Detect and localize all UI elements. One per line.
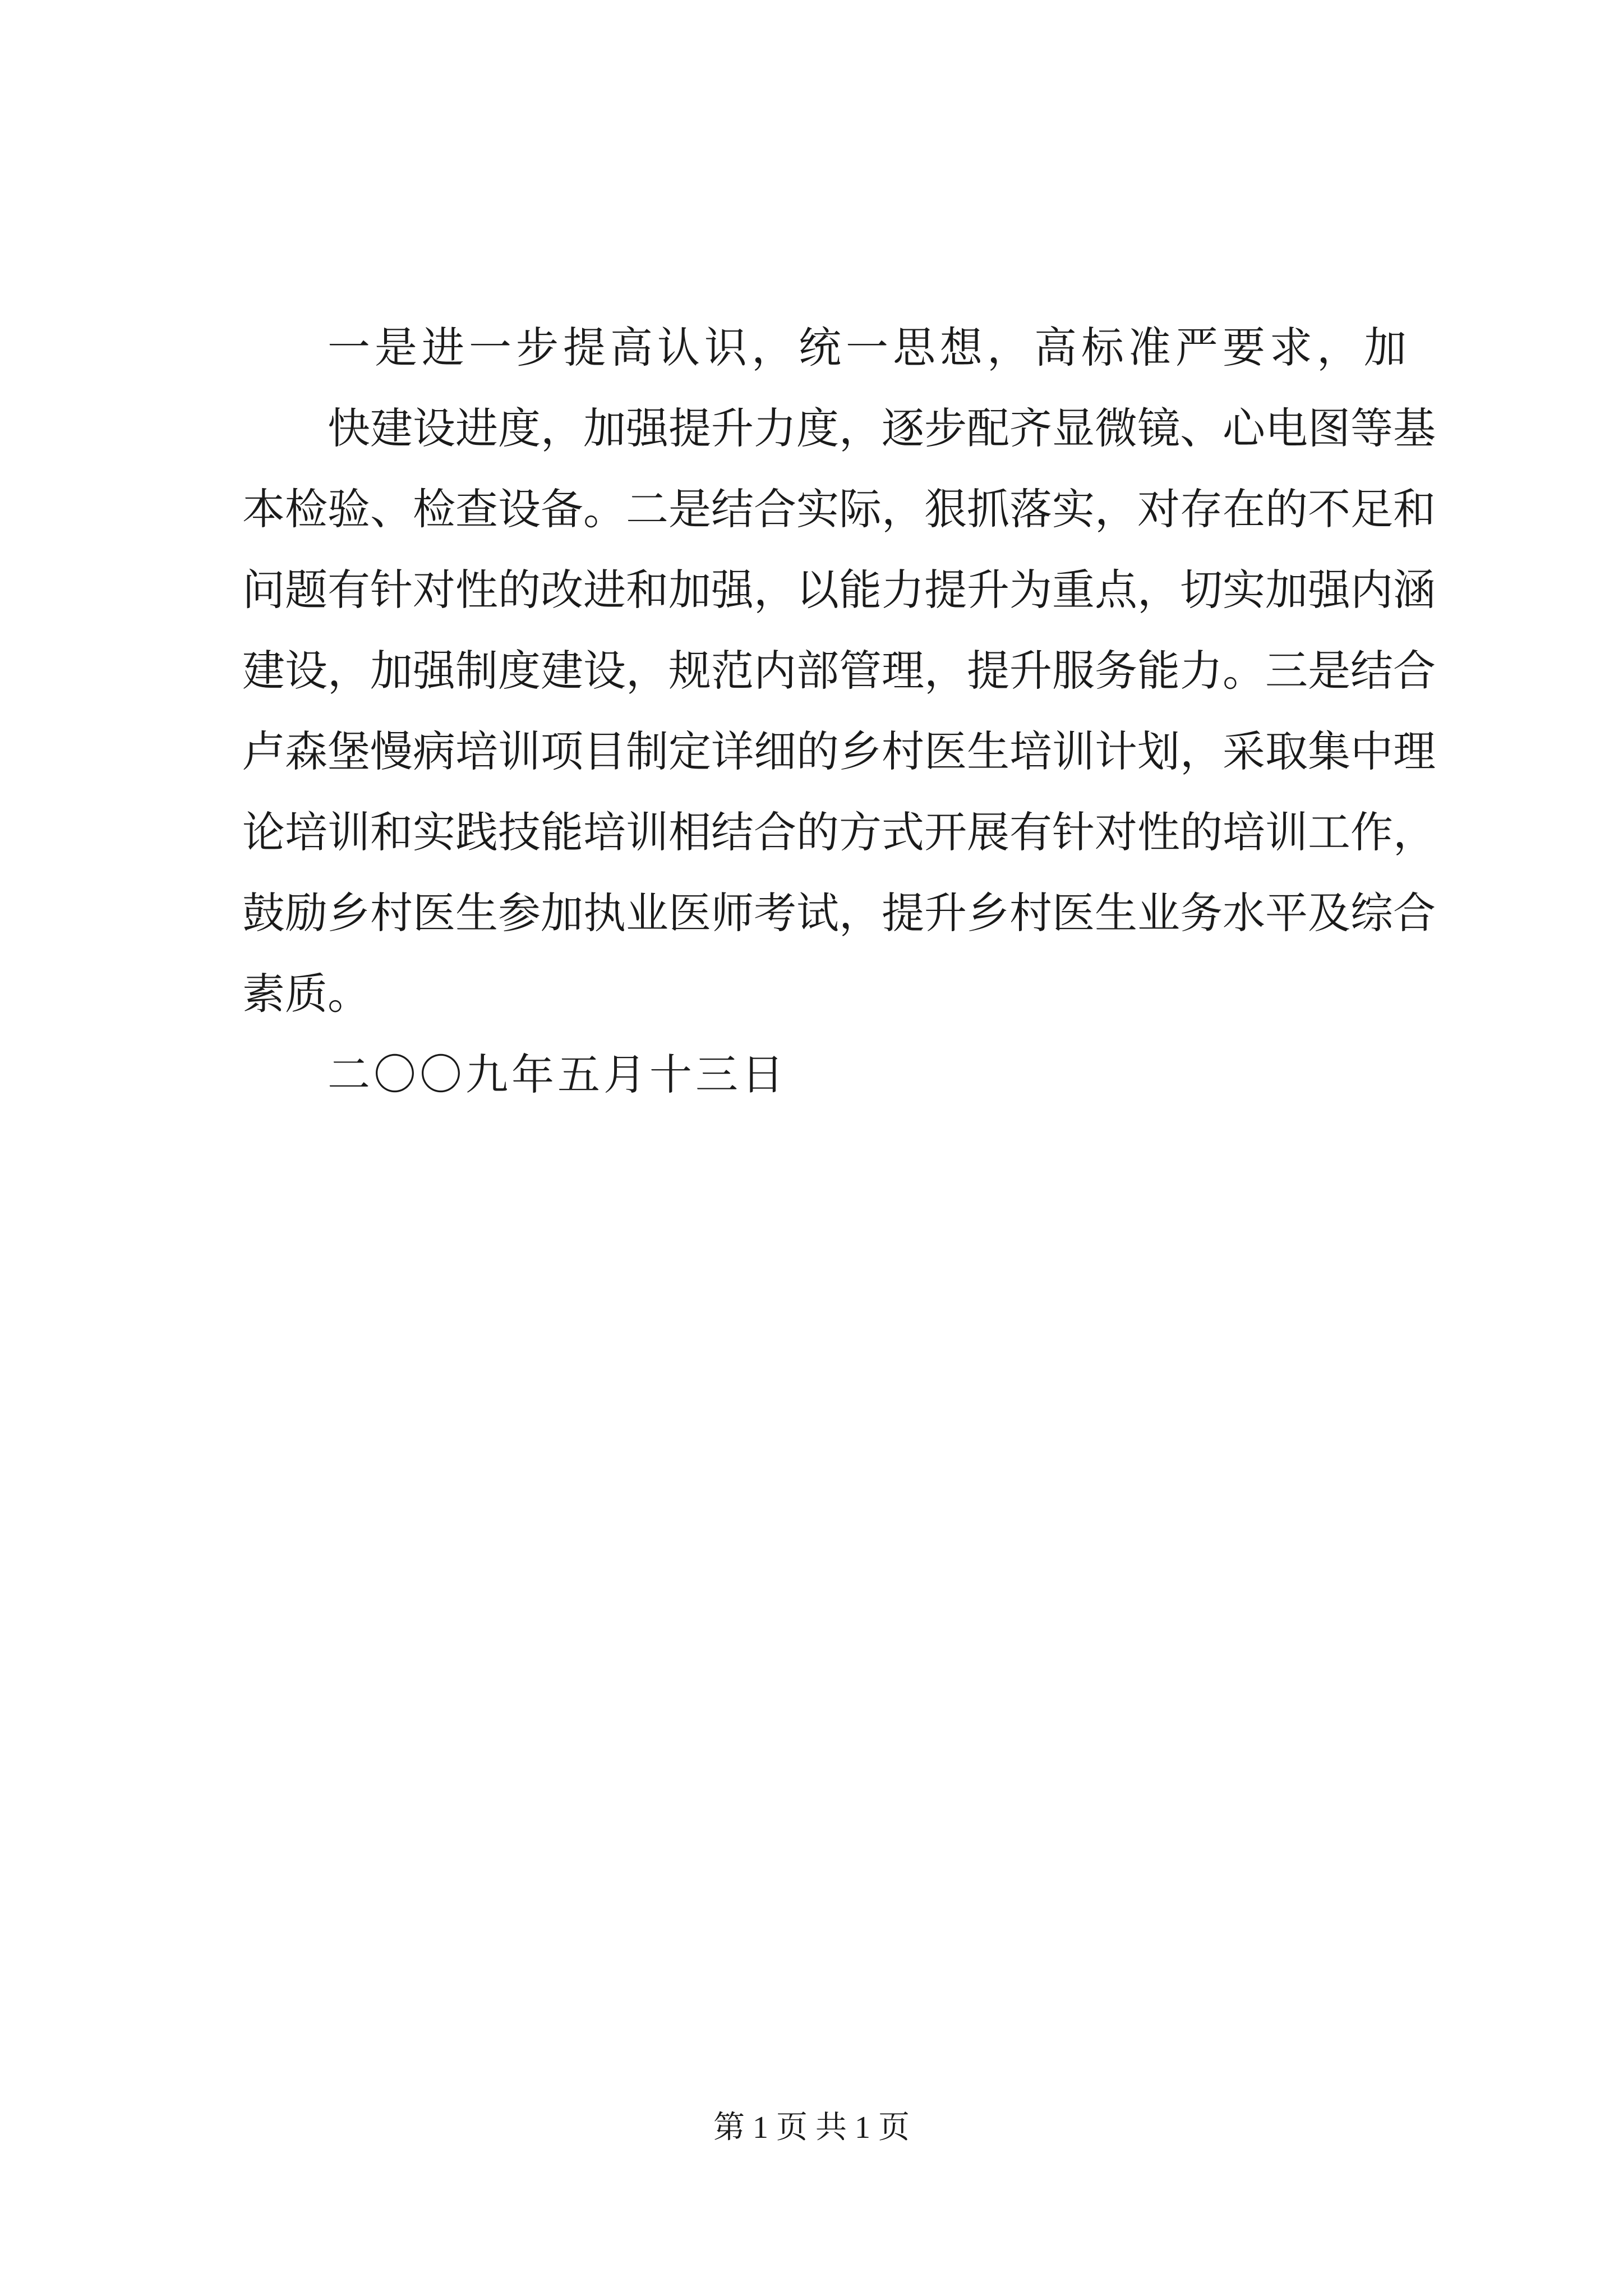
paragraph-line: 问题有针对性的改进和加强，以能力提升为重点，切实加强内涵 <box>242 565 1436 615</box>
body-text <box>242 307 1436 1115</box>
paragraph-line: 卢森堡慢病培训项目制定详细的乡村医生培训计划，采取集中理 <box>242 726 1436 776</box>
page-footer <box>0 2108 1623 2147</box>
paragraph-line: 本检验、检查设备。二是结合实际，狠抓落实，对存在的不足和 <box>242 484 1436 534</box>
page-number-label: 第 1 页 共 1 页 <box>713 2110 910 2145</box>
paragraph-line: 鼓励乡村医生参加执业医师考试，提升乡村医生业务水平及综合 <box>242 888 1436 938</box>
paragraph-line: 素质。 <box>242 969 370 1019</box>
document-date: 二〇〇九年五月十三日 <box>328 1050 787 1099</box>
paragraph-line: 一是进一步提高认识，统一思想，高标准严要求，加 <box>328 323 1411 372</box>
paragraph-line: 快建设进度，加强提升力度，逐步配齐显微镜、心电图等基 <box>328 403 1436 453</box>
paragraph-line: 论培训和实践技能培训相结合的方式开展有针对性的培训工作， <box>242 807 1436 857</box>
paragraph-line: 建设，加强制度建设，规范内部管理，提升服务能力。三是结合 <box>242 646 1436 696</box>
